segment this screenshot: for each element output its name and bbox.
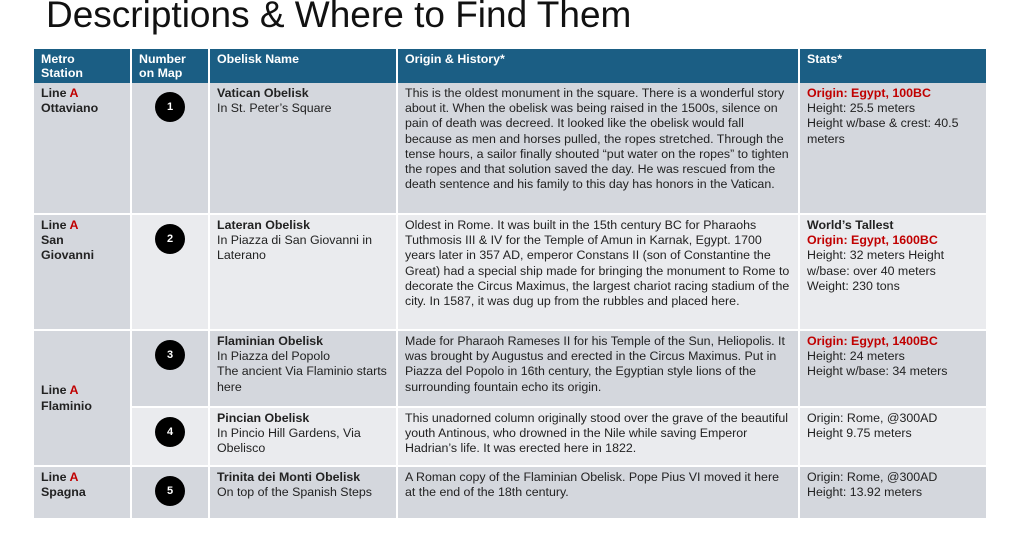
stats-origin: Origin: Egypt, 1400BC bbox=[807, 334, 938, 348]
obelisk-name-cell bbox=[209, 330, 397, 407]
map-number-cell bbox=[131, 83, 209, 214]
metro-line-letter: A bbox=[69, 218, 79, 232]
obelisk-name: Lateran Obelisk bbox=[217, 218, 310, 232]
stats-cell: Origin: Rome, @300AD Height: 13.92 meters bbox=[799, 466, 987, 519]
origin-history-cell: A Roman copy of the Flaminian Obelisk. Pope Pius VI moved it here at the end of the 18th century. bbox=[397, 466, 799, 519]
metro-station-cell: Line A Spagna bbox=[34, 466, 131, 519]
map-number-badge: 2 bbox=[155, 224, 185, 254]
obelisk-name: Pincian Obelisk bbox=[217, 411, 310, 425]
obelisk-name-cell bbox=[209, 407, 397, 466]
table-header-row bbox=[34, 49, 987, 83]
map-number-cell bbox=[131, 466, 209, 519]
metro-line-letter: A bbox=[69, 470, 79, 484]
obelisk-location: In Piazza del Popolo bbox=[217, 349, 330, 364]
map-number-badge: 3 bbox=[155, 340, 185, 370]
obelisk-table bbox=[34, 49, 988, 520]
stats-cell: Origin: Egypt, 1400BC Height: 24 meters Height w/base: 34 meters bbox=[799, 330, 987, 407]
page-title: Descriptions & Where to Find Them bbox=[46, 0, 632, 35]
origin-history-cell: This unadorned column originally stood over the grave of the beautiful youth Antinous, who drowned in the Nile while saving Emperor Hadrian’s life. It was erected here in 1822. bbox=[397, 407, 799, 466]
obelisk-location: On top of the Spanish Steps bbox=[217, 485, 372, 500]
stats-heading: World’s Tallest bbox=[807, 218, 894, 232]
metro-station-cell: Line A Flaminio bbox=[34, 330, 131, 466]
obelisk-name-cell bbox=[209, 214, 397, 330]
metro-line-letter: A bbox=[69, 86, 79, 100]
map-number-cell bbox=[131, 214, 209, 330]
table-row bbox=[34, 214, 987, 330]
table-row bbox=[34, 407, 987, 466]
metro-station-cell: Line A San Giovanni bbox=[34, 214, 131, 330]
obelisk-name-cell bbox=[209, 83, 397, 214]
table-row bbox=[34, 83, 987, 214]
obelisk-name: Trinita dei Monti Obelisk bbox=[217, 470, 361, 484]
table-row bbox=[34, 330, 987, 407]
header-stats: Stats* bbox=[799, 49, 987, 83]
map-number-badge: 5 bbox=[155, 476, 185, 506]
origin-history-cell: Oldest in Rome. It was built in the 15th century BC for Pharaohs Tuthmosis III & IV for the Temple of Amun in Karnak, Egypt. 1700 years later in 357 AD, emperor Constans II (son of Constantine the Great) had a special ship made for bringing the monument to Rome to decorate the Circus Maximus, the largest chariot racing stadium of the city. In 1587, it was dug up from the rubbles and placed here. bbox=[397, 214, 799, 330]
obelisk-name: Flaminian Obelisk bbox=[217, 334, 324, 348]
obelisk-name: Vatican Obelisk bbox=[217, 86, 309, 100]
obelisk-location: In Pincio Hill Gardens, Via Obelisco bbox=[217, 426, 361, 456]
obelisk-location-note: The ancient Via Flaminio starts here bbox=[217, 364, 387, 394]
obelisk-location: In St. Peter’s Square bbox=[217, 101, 332, 116]
origin-history-cell: Made for Pharaoh Rameses II for his Temple of the Sun, Heliopolis. It was brought by Augustus and erected in the Circus Maximus. Put in Piazza del Popolo in 16th century, the Egyptian style lions of the surrounding fountain echo its origin. bbox=[397, 330, 799, 407]
stats-cell: World’s Tallest Origin: Egypt, 1600BC Height: 32 meters Height w/base: over 40 meters Weight: 230 tons bbox=[799, 214, 987, 330]
metro-station-cell: Line A Ottaviano bbox=[34, 83, 131, 214]
obelisk-name-cell bbox=[209, 466, 397, 519]
table-row bbox=[34, 466, 987, 519]
stats-origin: Origin: Egypt, 1600BC bbox=[807, 233, 938, 248]
stats-cell: Origin: Egypt, 100BC Height: 25.5 meters Height w/base & crest: 40.5 meters bbox=[799, 83, 987, 214]
header-number-on-map: Number on Map bbox=[131, 49, 209, 83]
origin-history-cell: This is the oldest monument in the square. There is a wonderful story about it. When the obelisk was being raised in the 1500s, silence on pain of death was decreed. It looked like the obelisk would fall because as men and horses pulled, the ropes stretched. Through the tense hours, a sailor finally shouted “put water on the ropes” to tighten the ropes and that solution saved the day. He was rescued from the death sentence and his family to this day has honors in the Vatican. bbox=[397, 83, 799, 214]
map-number-cell bbox=[131, 407, 209, 466]
map-number-cell bbox=[131, 330, 209, 407]
stats-cell: Origin: Rome, @300AD Height 9.75 meters bbox=[799, 407, 987, 466]
stats-origin: Origin: Egypt, 100BC bbox=[807, 86, 931, 100]
header-metro-station: Metro Station bbox=[34, 49, 131, 83]
map-number-badge: 1 bbox=[155, 92, 185, 122]
header-obelisk-name: Obelisk Name bbox=[209, 49, 397, 83]
header-origin-history: Origin & History* bbox=[397, 49, 799, 83]
metro-line-letter: A bbox=[69, 383, 79, 398]
obelisk-location: In Piazza di San Giovanni in Laterano bbox=[217, 233, 372, 263]
map-number-badge: 4 bbox=[155, 417, 185, 447]
